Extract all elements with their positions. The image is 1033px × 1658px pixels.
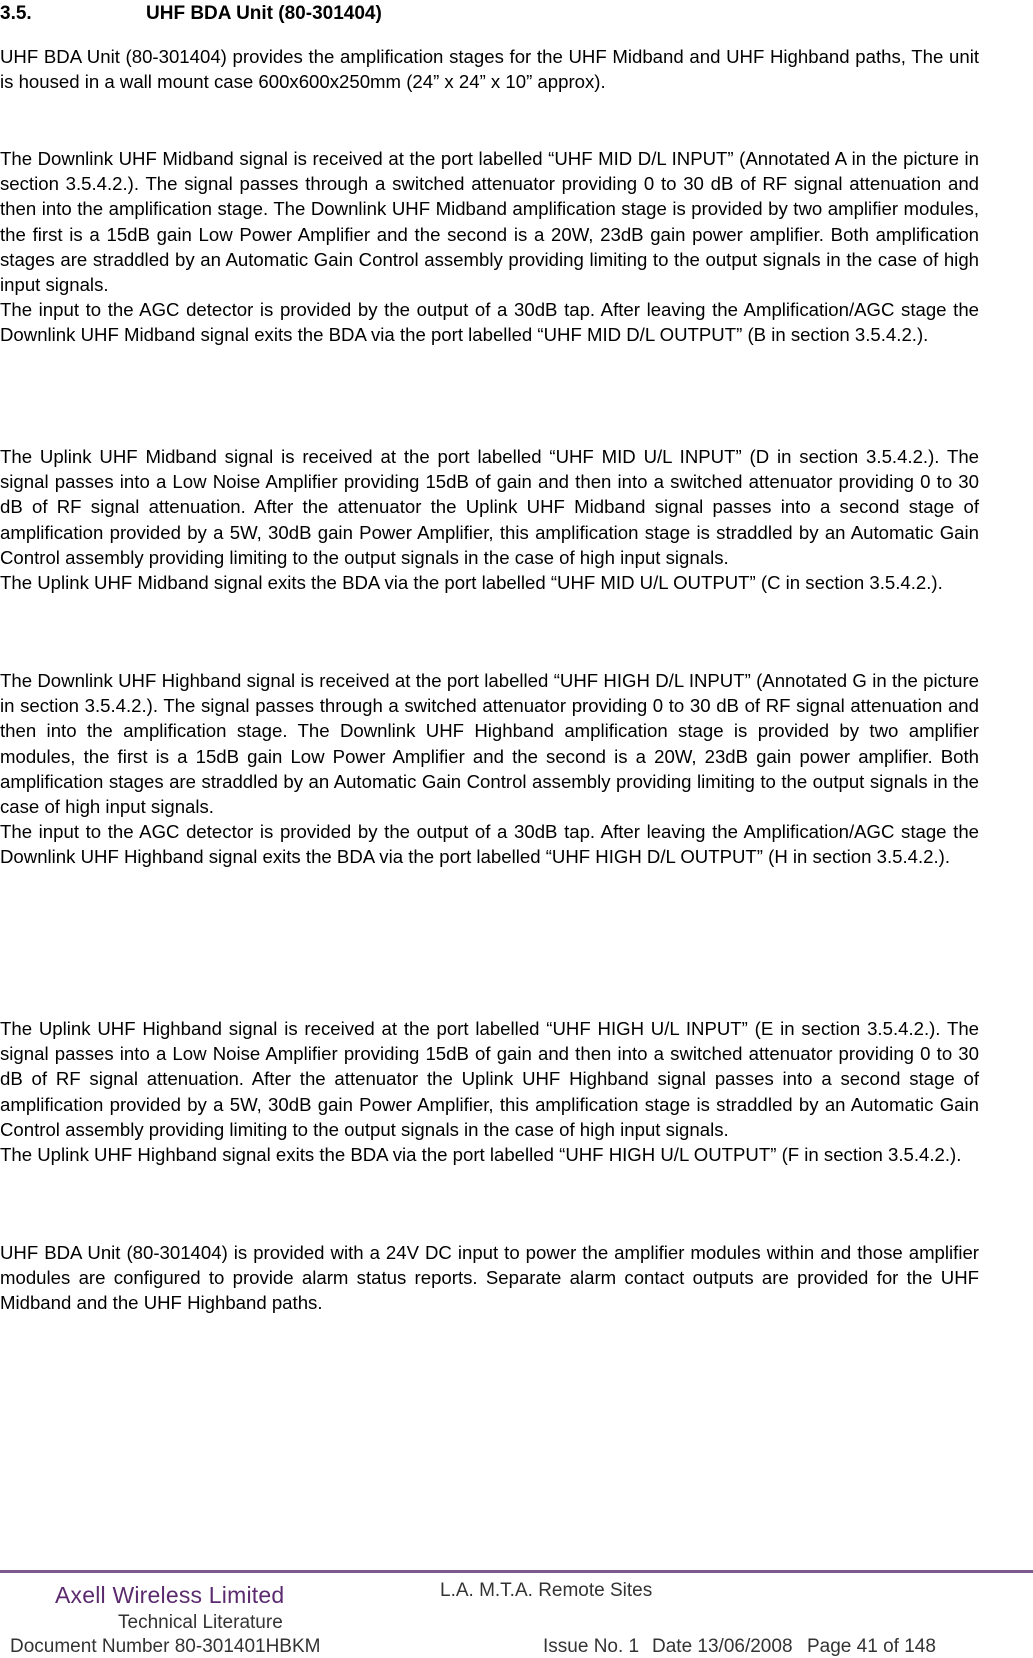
section-title: UHF BDA Unit (80-301404) [146,3,382,24]
section-heading [0,0,1000,28]
paragraph-downlink-midband [0,146,979,348]
paragraph-text: The Uplink UHF Highband signal is received at the port labelled “UHF HIGH U/L INPUT” (E in section 3.5.4.2.). The signal passes into a Low Noise Amplifier providing 15dB of gain and then into a switched attenuator providing 0 to 30 dB of RF signal attenuation. After the attenuator the Uplink UHF Highband signal passes into a second stage of amplification provided by a 5W, 30dB gain Power Amplifier, this amplification stage is straddled by an Automatic Gain Control assembly providing limiting to the output signals in the case of high input signals. [0,1018,979,1140]
paragraph-uplink-highband [0,1016,979,1167]
paragraph-text: The Uplink UHF Midband signal is received at the port labelled “UHF MID U/L INPUT” (D in section 3.5.4.2.). The signal passes into a Low Noise Amplifier providing 15dB of gain and then into a switched attenuator providing 0 to 30 dB of RF signal attenuation. After the attenuator the Uplink UHF Midband signal passes into a second stage of amplification provided by a 5W, 30dB gain Power Amplifier, this amplification stage is straddled by an Automatic Gain Control assembly providing limiting to the output signals in the case of high input signals. [0,446,979,568]
paragraph-text: The Uplink UHF Highband signal exits the BDA via the port labelled “UHF HIGH U/L OUTPUT” (F in section 3.5.4.2.). [0,1144,962,1166]
company-name: Axell Wireless Limited [55,1582,285,1608]
paragraph-downlink-highband [0,668,979,870]
technical-literature-label: Technical Literature [118,1612,283,1633]
paragraph-text: The Downlink UHF Highband signal is received at the port labelled “UHF HIGH D/L INPUT” (Annotated G in the picture in section 3.5.4.2.). The signal passes through a switched attenuator providing 0 to 30 dB of RF signal attenuation and then into the amplification stage. The Downlink UHF Highband amplification stage is provided by two amplifier modules, the first is a 15dB gain Low Power Amplifier and the second is a 20W, 23dB gain power amplifier. Both amplification stages are straddled by an Automatic Gain Control assembly providing limiting to the output signals in the case of high input signals. [0,670,979,818]
issue-number: Issue No. 1 [543,1636,640,1657]
paragraph-text: The input to the AGC detector is provided by the output of a 30dB tap. After leaving the Amplification/AGC stage the Downlink UHF Midband signal exits the BDA via the port labelled “UHF MID D/L OUTPUT” (B in section 3.5.4.2.). [0,299,979,346]
paragraph-uplink-midband [0,444,979,595]
paragraph-intro [0,44,979,94]
project-name: L.A. M.T.A. Remote Sites [440,1580,653,1601]
paragraph-text: UHF BDA Unit (80-301404) provides the amplification stages for the UHF Midband and UHF Highband paths, The unit is housed in a wall mount case 600x600x250mm (24” x 24” x 10” approx). [0,46,979,93]
paragraph-text: The Downlink UHF Midband signal is received at the port labelled “UHF MID D/L INPUT” (Annotated A in the picture in section 3.5.4.2.). The signal passes through a switched attenuator providing 0 to 30 dB of RF signal attenuation and then into the amplification stage. The Downlink UHF Midband amplification stage is provided by two amplifier modules, the first is a 15dB gain Low Power Amplifier and the second is a 20W, 23dB gain power amplifier. Both amplification stages are straddled by an Automatic Gain Control assembly providing limiting to the output signals in the case of high input signals. [0,148,979,296]
issue-date: Date 13/06/2008 [652,1636,793,1657]
paragraph-power-alarms [0,1240,979,1316]
page-number: Page 41 of 148 [807,1636,936,1657]
paragraph-text: The Uplink UHF Midband signal exits the BDA via the port labelled “UHF MID U/L OUTPUT” (C in section 3.5.4.2.). [0,572,943,594]
paragraph-text: UHF BDA Unit (80-301404) is provided with a 24V DC input to power the amplifier modules within and those amplifier modules are configured to provide alarm status reports. Separate alarm contact outputs are provided for the UHF Midband and the UHF Highband paths. [0,1242,979,1314]
paragraph-text: The input to the AGC detector is provided by the output of a 30dB tap. After leaving the Amplification/AGC stage the Downlink UHF Highband signal exits the BDA via the port labelled “UHF HIGH D/L OUTPUT” (H in section 3.5.4.2.). [0,821,979,868]
document-number: Document Number 80-301401HBKM [10,1636,321,1657]
footer-divider [0,1570,1033,1573]
section-number: 3.5. [0,3,32,24]
page-footer [0,1574,1033,1657]
